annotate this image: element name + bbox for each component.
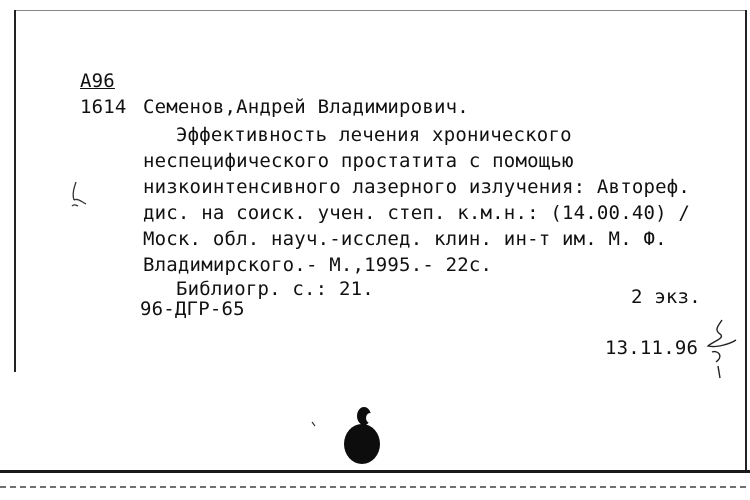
title-line: Владимирского.- М.,1995.- 22с.	[143, 254, 493, 276]
title-line: неспецифического простатита с помощью	[143, 150, 574, 172]
dust-mark-icon	[310, 420, 318, 430]
title-line: Моск. обл. науч.-исслед. клин. ин-т им. М. Ф.	[143, 228, 667, 250]
card-left-edge	[14, 10, 16, 372]
card-bottom-shadow	[0, 486, 750, 488]
card-right-edge	[745, 10, 747, 470]
copies-count: 2 экз.	[631, 286, 701, 308]
title-line: дис. на соиск. учен. степ. к.м.н.: (14.00.40) /	[143, 202, 691, 224]
inventory-number: 1614	[80, 96, 127, 118]
registry-code: 96-ДГР-65	[140, 298, 245, 320]
bibliography-note: Библиогр. с.: 21.	[176, 278, 374, 300]
card-punch-hole-icon	[340, 402, 388, 468]
handwritten-signature-icon	[700, 316, 742, 386]
date-stamp: 13.11.96	[605, 337, 699, 359]
title-line: низкоинтенсивного лазерного излучения: Автореф.	[143, 176, 691, 198]
handwritten-margin-mark-icon	[64, 178, 98, 212]
title-line: Эффективность лечения хронического	[176, 124, 572, 146]
shelf-code: А96	[80, 70, 115, 92]
card-bottom-edge	[0, 470, 750, 473]
author-heading: Семенов,Андрей Владимирович.	[143, 96, 469, 118]
card-top-edge	[14, 10, 747, 11]
